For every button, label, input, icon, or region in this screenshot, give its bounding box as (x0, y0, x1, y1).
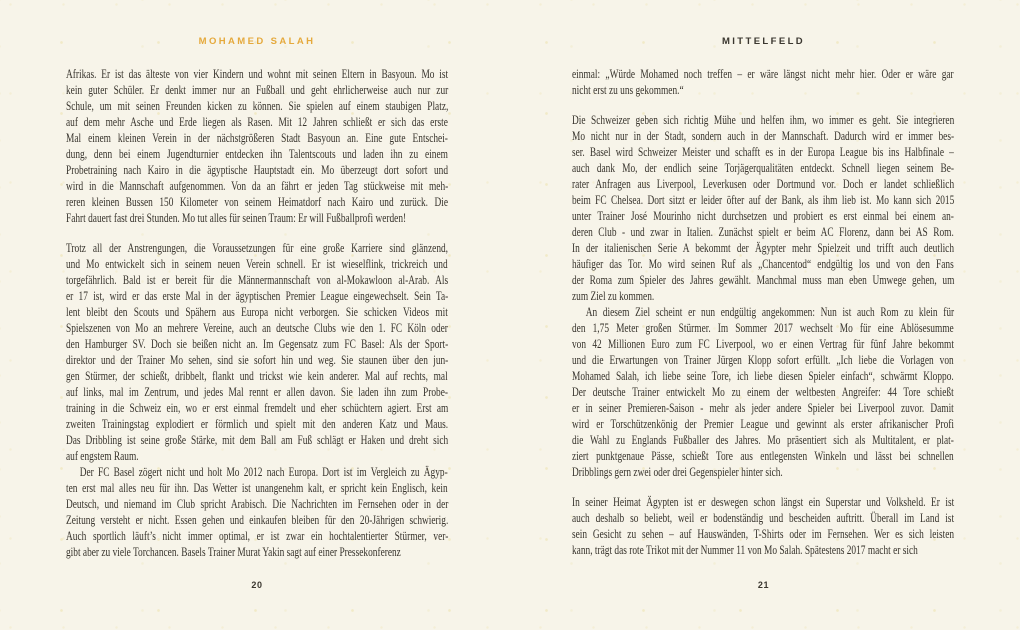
text-line: Deutsch, und niemand im Club spricht Arabisch. Die Nachrichten im Fernsehen oder in der (66, 496, 449, 511)
page-left-text-block (66, 0, 448, 630)
page-number-left: 20 (251, 580, 263, 590)
text-line: auch deshalb so beliebt, weil er bodenständig und bescheiden auftritt. Überall im Land ist (572, 510, 955, 525)
text-line: Das Dribbling ist seine große Stärke, mit dem Ball am Fuß schlägt er Haken und dreht sich (66, 432, 449, 447)
text-line: ten erst mal alles neu für ihn. Das Wetter ist unangenehm kalt, er spricht kein Englisch, kein (66, 480, 448, 495)
text-line: Spielszenen von Mo an mehrere Vereine, auch an deutsche Clubs wie den 1. FC Köln oder (66, 320, 448, 335)
text-line: Probetraining nach Kairo in die ägyptische Hauptstadt ein. Mo überzeugt dort sofort und (66, 162, 449, 177)
text-line: Die Schweizer geben sich richtig Mühe und helfen ihm, wo immer es geht. Sie integrieren (572, 112, 955, 127)
text-line: Mal einem kleinen Verein in der nächstgrößeren Stadt Basyoun an. Eine gute Entschei- (66, 130, 448, 145)
text-line: reren kleinen Bussen 150 Kilometer von seinem Heimatdorf nach Kairo und zurück. Die (66, 194, 449, 209)
text-line: der Roma zum Spieler des Jahres gewählt. Manchmal muss man eben Umwege gehen, um (572, 272, 955, 287)
text-line: lent bleibt den Scouts und Spähern aus Europa nicht verborgen. Sie schicken Videos mit (66, 304, 448, 319)
text-line: Mohamed Salah, ich liebe seine Tore, ich liebe diesen Spieler einfach“, schwärmt Kloppo. (572, 368, 954, 383)
running-header-left: MOHAMED SALAH (198, 36, 316, 47)
text-line: Dribblings gern zwei oder drei Gegenspieler hinter sich. (572, 464, 783, 479)
text-line: kein guter Schüler. Er denkt immer nur an Fußball und geht ehrlicherweise auch nur zur (66, 82, 449, 97)
text-line: Auch sportlich läuft’s nicht immer optimal, er ist zwar ein hochtalentierter Stürmer, ver- (66, 528, 449, 543)
text-line: Fahrt dauert fast drei Stunden. Mo tut alles für seinen Traum: Er will Fußballprofi werden! (66, 210, 407, 225)
text-line: unter Trainer José Mourinho nicht durchsetzen und probiert es erst einmal bei einem an- (572, 208, 954, 223)
text-line: den Hamburger SV. Doch sie beißen nicht an. Im Gegensatz zum FC Basel: Als der Sport- (66, 336, 449, 351)
text-line: sein Gesicht zu sehen – auf Hauswänden, T-Shirts oder im Fernsehen. Wer es sich leisten (572, 526, 955, 541)
text-line: Zeitung versteht er nicht. Essen gehen und einkaufen bleiben für den 20-Jährigen schwierig. (66, 512, 449, 527)
text-line: den 1,75 Meter großen Stürmer. Im Sommer 2017 wechselt Mo für eine Ablösesumme (572, 320, 954, 335)
text-line: Schule, um mit seinen Freunden kicken zu können. Sie spielen auf einem staubigen Platz, (66, 98, 449, 113)
text-line: beim FC Chelsea. Dort sitzt er leider öfter auf der Bank, als ihm lieb ist. Mo kann sich 2015 (572, 192, 955, 207)
paragraph (572, 494, 955, 558)
text-line: direktor und der Trainer Mo sehen, sind sie sofort hin und weg. Sie staunen über den jun- (66, 352, 449, 367)
text-line: gen Stürmer, der schießt, dribbelt, flankt und trickst wie kein anderer. Mal auf rechts, mal (66, 368, 448, 383)
text-line: einmal: „Würde Mohamed noch treffen – er wäre längst nicht mehr hier. Oder er wäre gar (572, 66, 954, 81)
text-line: ziert punktgenaue Pässe, schießt Tore aus entlegensten Winkeln und lässt bei schnellen (572, 448, 954, 463)
text-line: wird in die Mannschaft aufgenommen. Von da an fährt er jeden Tag stückweise mit meh- (66, 178, 449, 193)
paragraph (572, 304, 955, 480)
text-line: zum Ziel zu kommen. (572, 288, 655, 303)
paragraph (66, 240, 448, 464)
text-line: Afrikas. Er ist das älteste von vier Kindern und wohnt mit seinen Eltern in Basyoun. Mo ist (66, 66, 449, 81)
text-line: kann, trägt das rote Trikot mit der Nummer 11 von Mo Salah. Spätestens 2017 macht er sich (572, 542, 918, 557)
text-line: gibt aber zu viele Torchancen. Basels Trainer Murat Yakin sagt auf einer Pressekonferenz (66, 544, 401, 559)
paragraph (572, 112, 955, 304)
text-line: auch dank Mo, der endlich seine Torjägerqualitäten entdeckt. Schnell liegen seinem Be- (572, 160, 955, 175)
text-line: In der italienischen Serie A bekommt der Ägypter mehr Spielzeit und trifft auch deutlich (572, 240, 955, 255)
page-number-right: 21 (757, 580, 770, 590)
text-line: In seiner Heimat Ägypten ist er deswegen schon längst ein Superstar und Volksheld. Er ist (572, 494, 955, 509)
running-header-right: MITTELFELD (721, 36, 806, 47)
paragraph (66, 66, 448, 226)
text-line: deren Club - und zwar in Italien. Zunächst spielt er beim AC Florenz, dann bei AS Rom. (572, 224, 954, 239)
text-line: rater Anfragen aus Liverpool, Leverkusen oder Dortmund vor. Doch er landet schließlich (572, 176, 955, 191)
page-right-body (572, 66, 955, 558)
text-line: und Mo entwickelt sich in seinem neuen Verein schnell. Er ist wieselflink, trickreich und (66, 256, 448, 271)
text-line: auf links, mal im Zentrum, und jedes Mal rennt er allen davon. Sie laden ihn zum Probe- (66, 384, 449, 399)
paragraph (572, 66, 955, 98)
text-line: wird er Torschützenkönig der Premier League und gewinnt als erster afrikanischer Profi (572, 416, 955, 431)
text-line: und die Erwartungen von Trainer Jürgen Klopp sofort erfüllt. „Ich liebe die Vorlagen von (572, 352, 954, 367)
text-line: training in die Schweiz ein, wo er erst einmal fremdelt und eher schüchtern agiert. Erst am (66, 400, 449, 415)
text-line: nicht erst zu uns gekommen.“ (572, 82, 684, 97)
text-line: Mo nicht nur in der Stadt, sondern auch in der Mannschaft. Dadurch wird er immer bes- (572, 128, 955, 143)
text-line: er in seiner Premieren-Saison - mehr als jeder andere Spieler bei Liverpool zuvor. Damit (572, 400, 954, 415)
text-line: häufiger das Tor. Mo wird seinen Ruf als „Chancentod“ endgültig los und von den Fans (572, 256, 954, 271)
text-line: auf engstem Raum. (66, 448, 139, 463)
text-line: von 42 Millionen Euro zum FC Liverpool, wo er einen Vertrag für fünf Jahre bekommt (572, 336, 954, 351)
text-line: auf dem mehr Asche und Erde liegen als Rasen. Mit 12 Jahren schließt er sich das erste (66, 114, 448, 129)
text-line: zweiten Trainingstag explodiert er förmlich und spielt mit den anderen Katz und Maus. (66, 416, 449, 431)
page-right-text-block (572, 0, 955, 630)
text-line: torgefährlich. Bald ist er bereit für die Männermannschaft von al-Mokawloon al-Arab. Als (66, 272, 449, 287)
text-line: An diesem Ziel scheint er nun endgültig angekommen: Nun ist auch Rom zu klein für (585, 304, 955, 319)
paragraph (66, 464, 448, 560)
text-line: dung, denn bei einem Jugendturnier entdecken ihn Talentscouts und laden ihn zu einem (66, 146, 448, 161)
text-line: ser. Basel wird Schweizer Meister und schafft es in der Europa League bis ins Halbfinale – (572, 144, 954, 159)
text-line: Der deutsche Trainer entwickelt Mo zu einem der weltbesten Angreifer: 44 Tore schießt (572, 384, 954, 399)
text-line: die Wahl zu Englands Fußballer des Jahres. Mo präsentiert sich als Multitalent, er plat- (572, 432, 954, 447)
text-line: Der FC Basel zögert nicht und holt Mo 2012 nach Europa. Dort ist im Vergleich zu Ägyp- (79, 464, 448, 479)
page-left-body (66, 66, 448, 560)
text-line: Trotz all der Anstrengungen, die Voraussetzungen für eine große Karriere sind glänzend, (66, 240, 449, 255)
text-line: er 17 ist, wird er das erste Mal in der ägyptischen Premier League eingewechselt. Sein Ta- (66, 288, 449, 303)
page-right (510, 0, 1020, 630)
